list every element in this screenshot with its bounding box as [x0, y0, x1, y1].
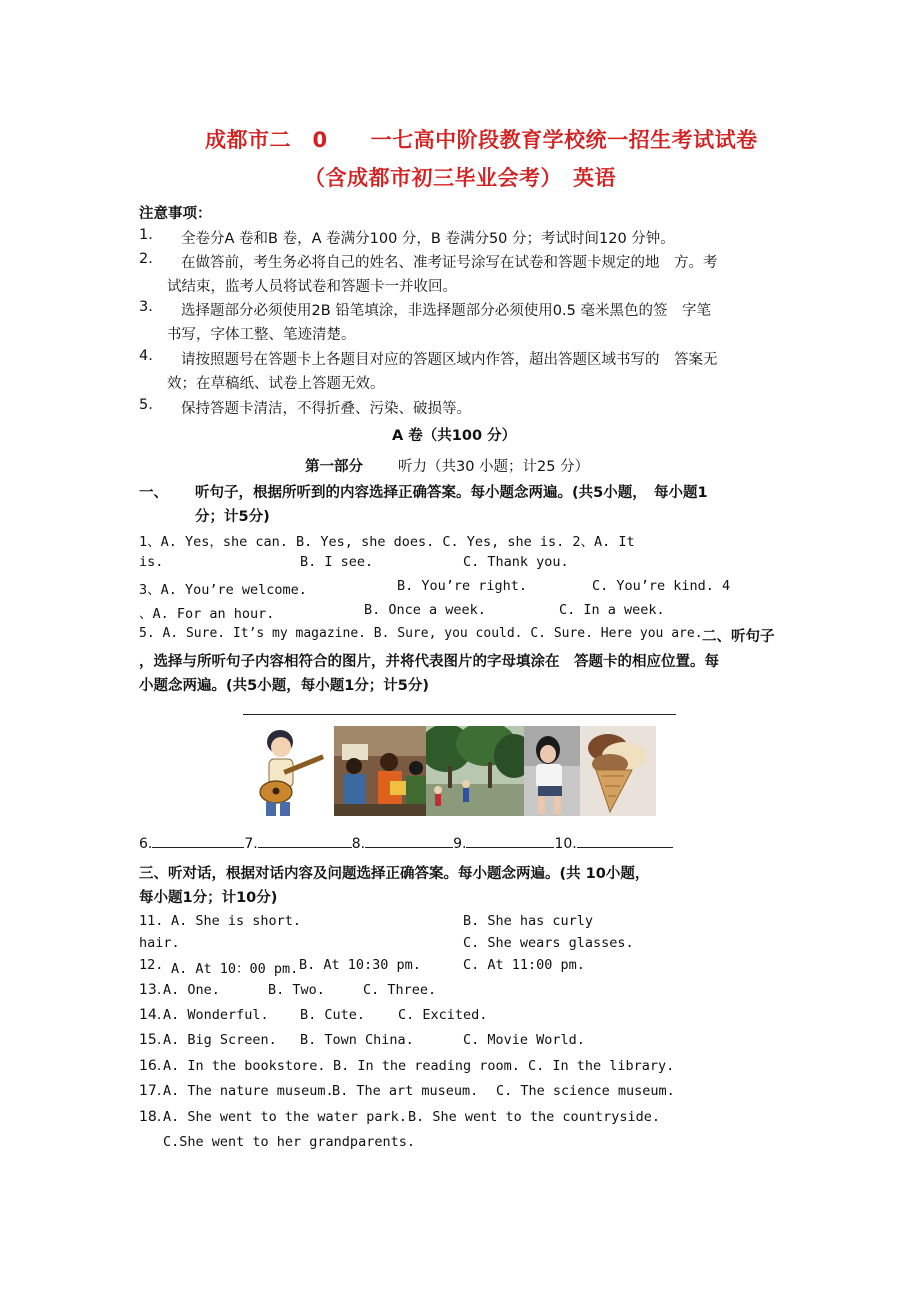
- note-3-text: 选择题部分必须使用2B 铅笔填涂，非选择题部分必须使用0.5 毫米黑色的签 字笔: [181, 303, 711, 319]
- q15-option-c: C. Movie World.: [463, 1032, 585, 1048]
- note-5-text: 保持答题卡清洁，不得折叠、污染、破损等。: [181, 401, 471, 417]
- q11-num: 11.: [139, 913, 164, 929]
- q15-option-b: B. Town China.: [300, 1032, 414, 1048]
- note-2-num: 2.: [139, 251, 153, 267]
- q12-option-b: B. At 10:30 pm.: [299, 957, 421, 973]
- girl-sitting-image: [524, 726, 580, 816]
- blank-10-label: 10.: [554, 836, 577, 852]
- q3-option-b: B. You’re right.: [397, 578, 528, 594]
- picture-divider: [243, 714, 676, 715]
- section-2-instructions-cont: 小题念两遍。(共5小题，每小题1分；计5分): [139, 678, 430, 694]
- q13-option-c: C. Three.: [363, 982, 437, 998]
- note-3-text-cont: 书写，字体工整、笔迹清楚。: [167, 327, 356, 343]
- q18-option-c: C.She went to her grandparents.: [163, 1134, 415, 1150]
- q16-option-c: C. In the library.: [528, 1058, 675, 1074]
- note-4-text: 请按照题号在答题卡上各题目对应的答题区域内作答，超出答题区域书写的 答案无: [181, 352, 718, 368]
- note-1-text: 全卷分A 卷和B 卷，A 卷满分100 分，B 卷满分50 分；考试时间120 分钟。: [181, 231, 675, 247]
- boy-playing-guitar-image: [250, 726, 328, 816]
- blank-9-line: [466, 833, 554, 848]
- q17-num: 17.: [139, 1083, 162, 1099]
- q12-num: 12.: [139, 957, 164, 973]
- blank-6-label: 6.: [139, 836, 153, 852]
- q11-option-b: B. She has curly: [463, 913, 594, 929]
- section-3-instructions-cont: 每小题1分；计10分): [139, 890, 278, 906]
- q14-option-c: C. Excited.: [398, 1007, 488, 1023]
- q2-option-b: B. I see.: [300, 554, 374, 570]
- q12-option-a: A. At 10：00 pm.: [171, 961, 299, 977]
- blank-7-line: [258, 833, 352, 848]
- note-2-text: 在做答前，考生务必将自己的姓名、准考证号涂写在试卷和答题卡规定的地 方。考: [181, 255, 718, 271]
- note-2-text-cont: 试结束，监考人员将试卷和答题卡一并收回。: [167, 279, 457, 295]
- blank-8-label: 8.: [351, 836, 366, 852]
- blank-10-line: [577, 833, 673, 848]
- blank-8-line: [365, 833, 453, 848]
- blank-9-label: 9.: [453, 836, 467, 852]
- section-1-instructions-cont: 分；计5分): [195, 509, 270, 525]
- q5-options: 5. A. Sure. It’s my magazine. B. Sure, you could. C. Sure. Here you are.: [139, 626, 703, 641]
- blank-7-label: 7.: [244, 836, 258, 852]
- q18-option-a: A. She went to the water park.: [163, 1109, 407, 1125]
- q12-option-c: C. At 11:00 pm.: [463, 957, 585, 973]
- notes-heading: 注意事项：: [139, 206, 212, 222]
- q18-num: 18.: [139, 1109, 162, 1125]
- q4-option-b: B. Once a week.: [364, 602, 486, 618]
- blank-6-line: [152, 833, 244, 848]
- q3-option-c: C. You’re kind. 4: [592, 578, 731, 594]
- q16-num: 16.: [139, 1058, 162, 1074]
- q2-option-a-cont: is.: [139, 554, 164, 570]
- q11-option-a: A. She is short.: [171, 913, 302, 929]
- q15-num: 15.: [139, 1032, 162, 1048]
- q3-option-a: 3、A. You’re welcome.: [139, 582, 307, 598]
- ice-cream-cone-image: [580, 726, 656, 816]
- q11-option-b-cont: hair.: [139, 935, 180, 951]
- q17-option-a: A. The nature museum.: [163, 1083, 334, 1099]
- title-line-1: 成都市二 0 一七高中阶段教育学校统一招生考试试卷: [205, 128, 758, 152]
- q17-option-c: C. The science museum.: [496, 1083, 675, 1099]
- note-4-text-cont: 效；在草稿纸、试卷上答题无效。: [167, 376, 385, 392]
- q2-option-c: C. Thank you.: [463, 554, 569, 570]
- section-1-instructions: 听句子，根据所听到的内容选择正确答案。每小题念两遍。(共5小题， 每小题1: [195, 485, 708, 501]
- q13-option-a: A. One.: [163, 982, 220, 998]
- q14-option-a: A. Wonderful.: [163, 1007, 269, 1023]
- part-1-label: 第一部分: [305, 459, 363, 475]
- part-1-title: 听力（共30 小题；计25 分）: [398, 459, 590, 475]
- q14-option-b: B. Cute.: [300, 1007, 366, 1023]
- note-1-num: 1.: [139, 227, 153, 243]
- section-3-instructions: 三、听对话，根据对话内容及问题选择正确答案。每小题念两遍。(共 10小题，: [139, 866, 650, 882]
- q4-option-a: 、A. For an hour.: [139, 606, 275, 622]
- q15-option-a: A. Big Screen.: [163, 1032, 277, 1048]
- section-1-num: 一、: [139, 485, 168, 501]
- section-2-instructions: ，选择与所听句子内容相符合的图片，并将代表图片的字母填涂在 答题卡的相应位置。每: [139, 654, 719, 670]
- q16-option-a: A. In the bookstore.: [163, 1058, 326, 1074]
- students-in-classroom-image: [334, 726, 426, 816]
- part-a-heading: A 卷（共100 分）: [392, 428, 517, 444]
- q18-option-b: B. She went to the countryside.: [408, 1109, 660, 1125]
- park-with-trees-image: [426, 726, 524, 816]
- q14-num: 14.: [139, 1007, 162, 1023]
- note-4-num: 4.: [139, 348, 153, 364]
- q17-option-b: B. The art museum.: [332, 1083, 479, 1099]
- q4-option-c: C. In a week.: [559, 602, 665, 618]
- q16-option-b: B. In the reading room.: [333, 1058, 520, 1074]
- section-2-num: 二、听句子: [702, 629, 775, 645]
- q13-option-b: B. Two.: [268, 982, 325, 998]
- q1-q2-options: 1、A. Yes，she can. B. Yes, she does. C. Yes, she is. 2、A. It: [139, 534, 635, 550]
- note-3-num: 3.: [139, 299, 153, 315]
- note-5-num: 5.: [139, 397, 153, 413]
- q13-num: 13.: [139, 982, 162, 998]
- title-line-2: （含成都市初三毕业会考） 英语: [304, 166, 616, 190]
- answer-blanks: [139, 833, 673, 852]
- q11-option-c: C. She wears glasses.: [463, 935, 634, 951]
